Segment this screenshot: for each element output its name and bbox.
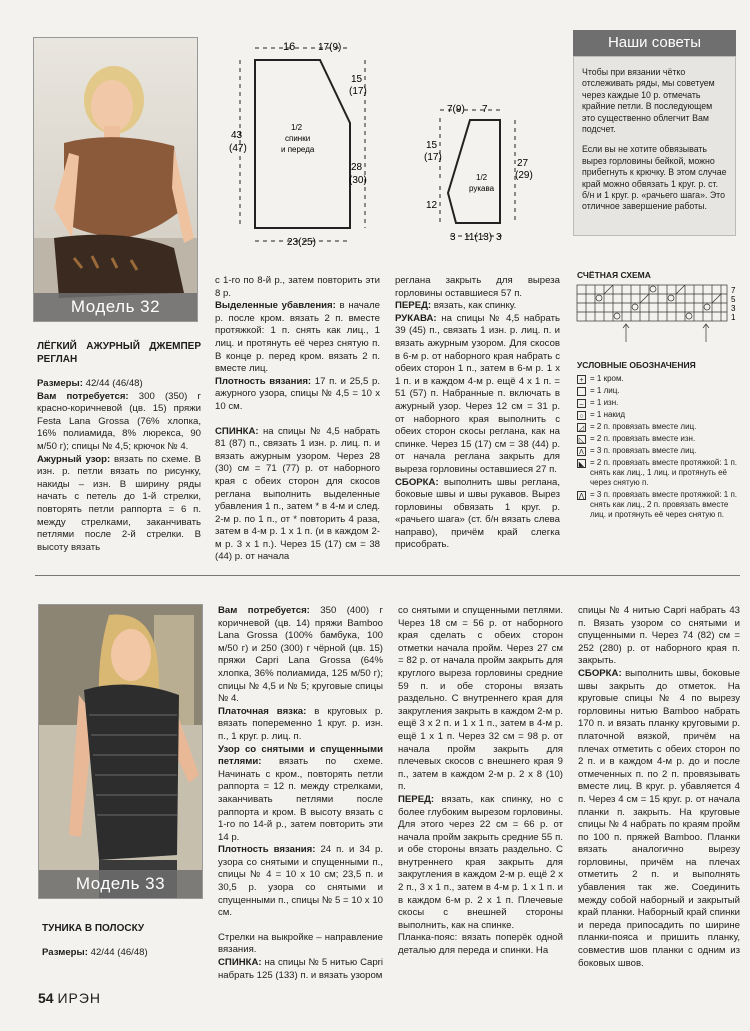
legend-item xyxy=(577,398,737,408)
model-33-front: вязать, как спинку, но с более глубоким вырезом горловины. Для этого через 22 см = 66 р. от начала пройм закрыть средние 55 п. и обе стороны вязать раздельно. С внутреннего края закрыть для закругления в каждом 2-м р. ещё 2 х 2 п., 3 х 1 п., затем в 4-м р. 1 х 1 п. и в каждом 6-м р. 2 х 1 п. Плечевые скосы с внешней стороны выполнить, как на спинке. xyxy=(398,793,563,931)
schema1-h-right1: 15 xyxy=(351,74,363,85)
model-33-col4: спицы № 4 нитью Capri набрать 43 п. Вязать узором со снятыми и спущенными п. Через 74 (82) см = 252 (280) р. от наборного края п. закрыть. xyxy=(578,605,740,667)
legend-text: = 1 лиц. xyxy=(590,386,620,395)
legend-item xyxy=(577,386,737,396)
schema1-h-leftb: (47) xyxy=(229,143,247,154)
model-32-label: Модель 32 xyxy=(34,293,197,321)
model-32-column-1 xyxy=(37,340,201,554)
schema2-w-bottom3: 3 xyxy=(496,232,502,243)
legend-item xyxy=(577,410,737,420)
model-33-back: на спицы № 5 нитью Capri набрать 125 (133) п. и вязать узором xyxy=(218,957,383,981)
chart-title: СЧЁТНАЯ СХЕМА xyxy=(577,270,651,280)
model-32-sleeves-label: РУКАВА: xyxy=(395,312,437,324)
legend-text: = 2 п. провязать вместе протяжкой: 1 п. снять как лиц., 1 лиц. и протянуть её через снятую п. xyxy=(590,458,737,487)
model-32-image xyxy=(34,38,197,321)
legend-list xyxy=(577,374,737,522)
legend-item xyxy=(577,434,737,444)
legend-text: = 3 п. провязать вместе лиц. xyxy=(590,446,697,455)
model-33-title: ТУНИКА В ПОЛОСКУ xyxy=(42,923,145,934)
advice-paragraph-1: Чтобы при вязании чётко отслеживать ряды, мы советуем через каждые 10 р. отмечать крайние петли. В последующем это существенно облегчит Вам подсчет. xyxy=(582,67,715,135)
model-33-uzor: вязать по схеме. Начинать с кром., повторять петли раппорта = 12 п. между стрелками, заканчивать петлями после раппорта и кром. В высоту вязать с 1-го по 14-й р., затем повторить эти 14 р. xyxy=(218,756,383,843)
pattern-schema-back-front xyxy=(225,38,405,253)
model-32-sleeves: на спицы № 4,5 набрать 39 (45) п., связать 1 изн. р. лиц. п. и вязать ажурным узором. Для скосов в 6-м р. от наборного края набрать с обеих сторон 1 п., затем в 6-м р. 1 х 1 п. и в каждом 4-м р. ещё 4 х 1 п. = 51 (57) п. Набранные п. включать в ажурный узор. Через 12 см = 31 р. от наборного края выполнить с обеих сторон скосы реглана, как на спинке. Через 15 (17) см = 38 (44) р. от начала реглана закрыть для выреза горловины оставшиеся 27 п. xyxy=(395,312,560,475)
model-32-front-label: ПЕРЕД: xyxy=(395,300,432,312)
model-33-sizes: 42/44 (46/48) xyxy=(90,947,148,958)
model-32-density: 17 п. и 25,5 р. ажурного узора, спицы № 4,5 = 10 х 10 см. xyxy=(215,375,380,412)
model-32-assembly-label: СБОРКА: xyxy=(395,476,439,488)
advice-header: Наши советы xyxy=(573,30,736,56)
schema2-w-bottom1: 3 xyxy=(450,232,456,243)
legend-symbol: ◺ xyxy=(578,437,585,444)
schema2-h-rightb: (29) xyxy=(515,170,533,181)
schema1-piece2: спинки xyxy=(285,134,311,143)
schema1-piece: 1/2 xyxy=(291,123,303,132)
magazine-brand: ИРЭН xyxy=(57,990,102,1006)
page-footer xyxy=(38,990,101,1006)
model-32-back-label: СПИНКА: xyxy=(215,425,259,437)
model-33-density: 24 п. и 34 р. узора со снятыми и спущенными п., спицы № 4 = 10 х 10 см; 23,5 п. и 30,5 р. узора со снятыми и спущенными п., спицы № 5 = 10 х 10 см. xyxy=(218,844,383,919)
model-33-column-1 xyxy=(42,922,202,960)
legend-symbol: Λ xyxy=(577,447,586,456)
model-32-decrease: в начале р. после кром. вязать 2 п. вместе протяжкой: 1 п. снять как лиц., 1 лиц. и протянуть её через снятую п. В конце р. перед кром. вязать 2 п. вместе лиц. xyxy=(215,300,381,375)
legend-text: = 1 кром. xyxy=(590,374,624,383)
legend-item xyxy=(577,446,737,456)
schema2-h-right: 27 xyxy=(517,158,529,169)
model-33-column-4 xyxy=(578,605,740,970)
schema2-h-left1b: (17) xyxy=(424,152,442,163)
schema2-w-top1: 7(9) xyxy=(447,104,465,115)
model-33-materials-label: Вам потребуется: xyxy=(218,605,310,616)
model-32-pattern: вязать по схеме. В изн. р. петли вязать по рисунку, накиды – изн. В ширину ряды начать с петель до 1-й стрелки, повторять петли раппорта = 6 п. между стрелками, заканчивать петлями после 2-й стрелки. В высоту вязать xyxy=(37,453,201,553)
model-33-label: Модель 33 xyxy=(39,870,202,898)
chart-row-3: 3 xyxy=(731,304,736,313)
model-32-assembly: выполнить швы реглана, боковые швы и швы рукавов. Вырез горловины обвязать 1 круг. р. «рачьего шага» (ст. б/н вязать слева направо), причём край слегка присобрать. xyxy=(395,476,561,551)
legend-text: = 2 п. провязать вместе изн. xyxy=(590,434,696,443)
chart-row-5: 5 xyxy=(731,295,736,304)
schema1-h-right2: 28 xyxy=(351,162,363,173)
model-32-column-2 xyxy=(215,275,380,564)
schema1-w-top2: 17(9) xyxy=(318,42,342,53)
schema1-h-right2b: (30) xyxy=(349,175,367,186)
model-32-col2-start: с 1-го по 8-й р., затем повторить эти 8 р. xyxy=(215,275,380,299)
legend-symbol: ⋀ xyxy=(578,493,585,500)
model-32-title: ЛЁГКИЙ АЖУРНЫЙ ДЖЕМПЕР РЕГЛАН xyxy=(37,341,201,365)
legend-item xyxy=(577,458,737,488)
legend-text: = 2 п. провязать вместе лиц. xyxy=(590,422,697,431)
schema2-piece: 1/2 xyxy=(476,173,488,182)
pattern-schema-sleeve xyxy=(420,98,550,248)
model-33-uzor-label: Узор со снятыми и спущенными петлями: xyxy=(218,743,383,768)
model-33-front-label: ПЕРЕД: xyxy=(398,793,435,805)
model-33-col3: со снятыми и спущенными петлями. Через 18 см = 56 р. от наборного края сделать с обеих сторон отметки начала пройм. Через 27 см = 82 р. от начала пройм закрыть для круглого выреза горловины средние 59 п. и обе стороны вязать раздельно. С внутреннего края для закругления закрыть в каждом 2-м р. ещё 3 х 2 п. и 1 х 1 п., затем в 4-м р. ещё 1 х 1 п. Через 32 см = 98 р. от начала пройм закрыть для плечевых скосов с внешнего края 9 п., затем в каждом 2-м р. 2 х 8 (10) п. xyxy=(398,605,563,793)
legend-symbol: ○ xyxy=(577,411,586,420)
model-32-col3-start: реглана закрыть для выреза горловины оставшиеся 57 п. xyxy=(395,275,560,299)
model-32-sizes: 42/44 (46/48) xyxy=(85,378,143,389)
legend-symbol: ◿ xyxy=(578,425,585,432)
legend-symbol: + xyxy=(577,375,586,384)
model-33-back-label: СПИНКА: xyxy=(218,957,262,969)
legend-symbol xyxy=(577,387,586,396)
schema1-w-top: 16 xyxy=(283,41,296,53)
legend-text: = 1 изн. xyxy=(590,398,619,407)
legend-item xyxy=(577,422,737,432)
model-33-belt: Планка-пояс: вязать поперёк одной деталью для переда и спинки. На xyxy=(398,932,563,957)
page-number: 54 xyxy=(38,990,54,1006)
schema2-w-top2: 7 xyxy=(482,104,488,115)
schema2-w-bottom2: 11(13) xyxy=(464,232,493,243)
schema2-piece2: рукава xyxy=(469,184,495,193)
legend-text: = 3 п. провязать вместе протяжкой: 1 п. снять как лиц., 2 п. провязать вместе лиц. и протянуть её через снятую п. xyxy=(590,490,737,519)
model-33-column-2 xyxy=(218,605,383,982)
legend-title: УСЛОВНЫЕ ОБОЗНАЧЕНИЯ xyxy=(577,360,696,370)
model-32-density-label: Плотность вязания: xyxy=(215,375,312,387)
model-32-decrease-label: Выделенные убавления: xyxy=(215,300,336,312)
model-33-assembly: выполнить швы, боковые швы закрыть до отметок. На круговые спицы № 4 по вырезу горловины нитью Bamboo набрать 170 п. и вязать планку круговыми р. платочной вязкой, причём на плечах отметить с обеих сторон по 2 п. и в каждом 4-м р. до и после отмеченных п. по 2 п. провязывать вместе лиц. В круг. р. убавляется 4 п. Через 4 см = 15 круг. р. от начала планки п. закрыть. На круговые спицы № 4 набрать по краям пройм по 100 п. пряжей Bamboo. Планки вязать аналогично вырезу горловины, причём на плечах отметить 2 п. и выполнять убавления так же. Соединить между собой наборный и закрытый край планки. Наборный край спинки и переда припосадить по ширине планки-пояса и пришить планку, совместив шов планки с одним из боковых швов. xyxy=(578,667,740,969)
model-33-plat-label: Платочная вязка: xyxy=(218,705,307,717)
model-32-front: вязать, как спинку. xyxy=(433,300,517,312)
schema1-w-bottom: 23(25) xyxy=(287,237,316,248)
schema1-h-right1b: (17) xyxy=(349,86,367,97)
legend-item xyxy=(577,374,737,384)
schema2-h-left1: 15 xyxy=(426,140,438,151)
model-32-sizes-label: Размеры: xyxy=(37,378,83,389)
model-33-materials: 350 (400) г коричневой (цв. 14) пряжи Bamboo Lana Grossa (100% бамбука, 100 м/50 г) и 250 (300) г чёрной (цв. 15) пряжи Capri Lana Grossa (64% хлопка, 36% полиамида, 125 м/50 г); спицы № 4,5 и № 5; круговые спицы № 4. xyxy=(218,605,383,705)
model-32-back: на спицы № 4,5 набрать 81 (87) п., связать 1 изн. р. лиц. п. и вязать ажурным узором. Через 28 (30) см = 71 (77) р. от наборного края с обеих сторон для скосов реглана выполнить выделенные убавления 1 п., затем * в 4-м и след. 2-м р. по 1 п., от * повторить 4 раза, затем в 4-м р. 1 х 1 п. (и в каждом 2-м р. 3 х 1 п.). Через 15 (17) см = 38 (44) р. от начала xyxy=(215,425,380,563)
chart-row-7: 7 xyxy=(731,286,736,295)
model-33-density-label: Плотность вязания: xyxy=(218,844,316,856)
model-33-image xyxy=(39,605,202,898)
legend-text: = 1 накид xyxy=(590,410,626,419)
chart-row-1: 1 xyxy=(731,313,736,322)
schema2-h-left2: 12 xyxy=(426,200,438,211)
model-32-column-3 xyxy=(395,275,560,552)
model-32-photo xyxy=(33,37,198,322)
advice-box xyxy=(573,56,736,236)
knitting-chart xyxy=(576,284,746,344)
model-33-assembly-label: СБОРКА: xyxy=(578,667,622,679)
legend-symbol: ◣ xyxy=(578,461,585,468)
model-32-materials-label: Вам потребуется: xyxy=(37,390,129,402)
legend-symbol: – xyxy=(577,399,586,408)
section-divider xyxy=(35,575,740,576)
model-33-plat: в круговых р. вязать попеременно 1 круг. р. изн. п., 1 круг. р. лиц. п. xyxy=(218,705,383,742)
schema1-h-left: 43 xyxy=(231,130,243,141)
model-33-arrows: Стрелки на выкройке – направление вязания. xyxy=(218,931,383,956)
model-33-sizes-label: Размеры: xyxy=(42,947,88,958)
model-32-materials: 300 (350) г красно-коричневой (цв. 15) пряжи Festa Lana Grossa (76% хлопка, 16% полиамида, 8% люрекса, 90 м/50 г); спицы № 4,5; крючок № 4. xyxy=(37,390,201,452)
schema1-piece3: и переда xyxy=(281,145,315,154)
model-32-pattern-label: Ажурный узор: xyxy=(37,453,111,465)
legend-item xyxy=(577,490,737,520)
advice-paragraph-2: Если вы не хотите обвязывать вырез горловины бейкой, можно прибегнуть к крючку. В этом случае край можно обвязать 1 круг. р. ст. б/н и 1 круг. р. «рачьего шага». Это отличное завершение работы. xyxy=(582,144,727,212)
model-33-photo xyxy=(38,604,203,899)
model-33-column-3 xyxy=(398,605,563,958)
